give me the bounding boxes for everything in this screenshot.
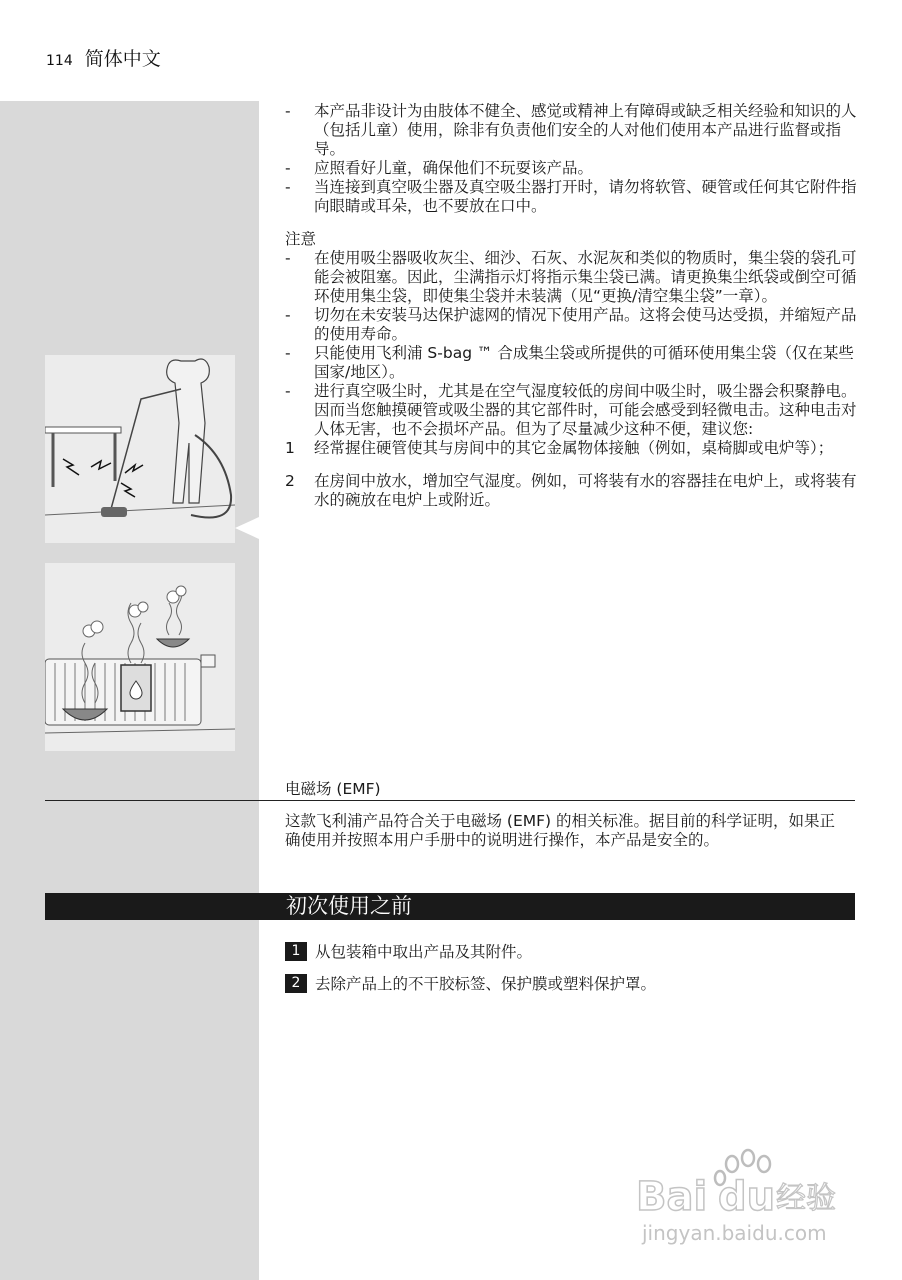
page-language: 简体中文 — [84, 48, 161, 70]
svg-text:du: du — [718, 1174, 776, 1220]
page-number: 114 — [46, 53, 73, 69]
illustration-pointer — [235, 517, 259, 539]
section-header-bar — [45, 893, 855, 920]
list-item: - 应照看好儿童，确保他们不玩耍该产品。 — [285, 159, 594, 177]
emf-heading: 电磁场 (EMF) — [285, 780, 381, 798]
list-item: - 只能使用飞利浦 S-bag ™ 合成集尘袋或所提供的可循环使用集尘袋（仅在某些国家/地区）。 — [285, 344, 854, 381]
emf-paragraph: 这款飞利浦产品符合关于电磁场 (EMF) 的相关标准。据目前的科学证明，如果正确使用并按照本用户手册中的说明进行操作，本产品是安全的。 — [285, 812, 836, 849]
step-item — [285, 940, 532, 962]
svg-text:jingyan.baidu.com: jingyan.baidu.com — [642, 1221, 827, 1245]
numbered-item: 1 经常握住硬管使其与房间中的其它金属物体接触（例如，桌椅脚或电炉等）； — [285, 439, 834, 457]
page-header — [46, 44, 161, 71]
baidu-watermark — [636, 1148, 858, 1248]
static-shock-illustration — [45, 355, 235, 543]
list-item: - 在使用吸尘器吸收灰尘、细沙、石灰、水泥灰和类似的物质时，集尘袋的袋孔可能会被阻塞。因此，尘满指示灯将指示集尘袋已满。请更换集尘纸袋或倒空可循环使用集尘袋，即使集尘袋并未装满（见“更换/清空集尘袋”一章）。 — [285, 249, 857, 305]
step-text: 去除产品上的不干胶标签、保护膜或塑料保护罩。 — [315, 975, 657, 993]
list-item: - 当连接到真空吸尘器及真空吸尘器打开时，请勿将软管、硬管或任何其它附件指向眼睛或耳朵，也不要放在口中。 — [285, 178, 857, 215]
step-item — [285, 972, 656, 994]
step-number: 1 — [285, 942, 307, 961]
caution-heading: 注意 — [285, 230, 317, 248]
section-divider — [45, 800, 855, 801]
svg-text:经验: 经验 — [776, 1181, 836, 1216]
list-item: - 切勿在未安装马达保护滤网的情况下使用产品。这将会使马达受损，并缩短产品的使用寿命。 — [285, 306, 857, 343]
vacuum-person-icon — [45, 355, 235, 543]
list-item: - 本产品非设计为由肢体不健全、感觉或精神上有障碍或缺乏相关经验和知识的人（包括儿童）使用，除非有负责他们安全的人对他们使用本产品进行监督或指导。 — [285, 102, 857, 158]
section-title: 初次使用之前 — [286, 894, 412, 918]
numbered-item: 2 在房间中放水，增加空气湿度。例如，可将装有水的容器挂在电炉上，或将装有水的碗放在电炉上或附近。 — [285, 472, 857, 509]
baidu-paw-icon — [636, 1148, 858, 1248]
step-text: 从包装箱中取出产品及其附件。 — [315, 943, 533, 961]
svg-text:Bai: Bai — [636, 1174, 708, 1220]
safety-warnings — [285, 102, 857, 510]
step-number: 2 — [285, 974, 307, 993]
humidity-illustration — [45, 563, 235, 751]
radiator-water-icon — [45, 563, 235, 751]
list-item: - 进行真空吸尘时，尤其是在空气湿度较低的房间中吸尘时，吸尘器会积聚静电。因而当您触摸硬管或吸尘器的其它部件时，可能会感受到轻微电击。这种电击对人体无害，也不会损坏产品。但为了尽量减少这种不便，建议您: — [285, 382, 857, 438]
